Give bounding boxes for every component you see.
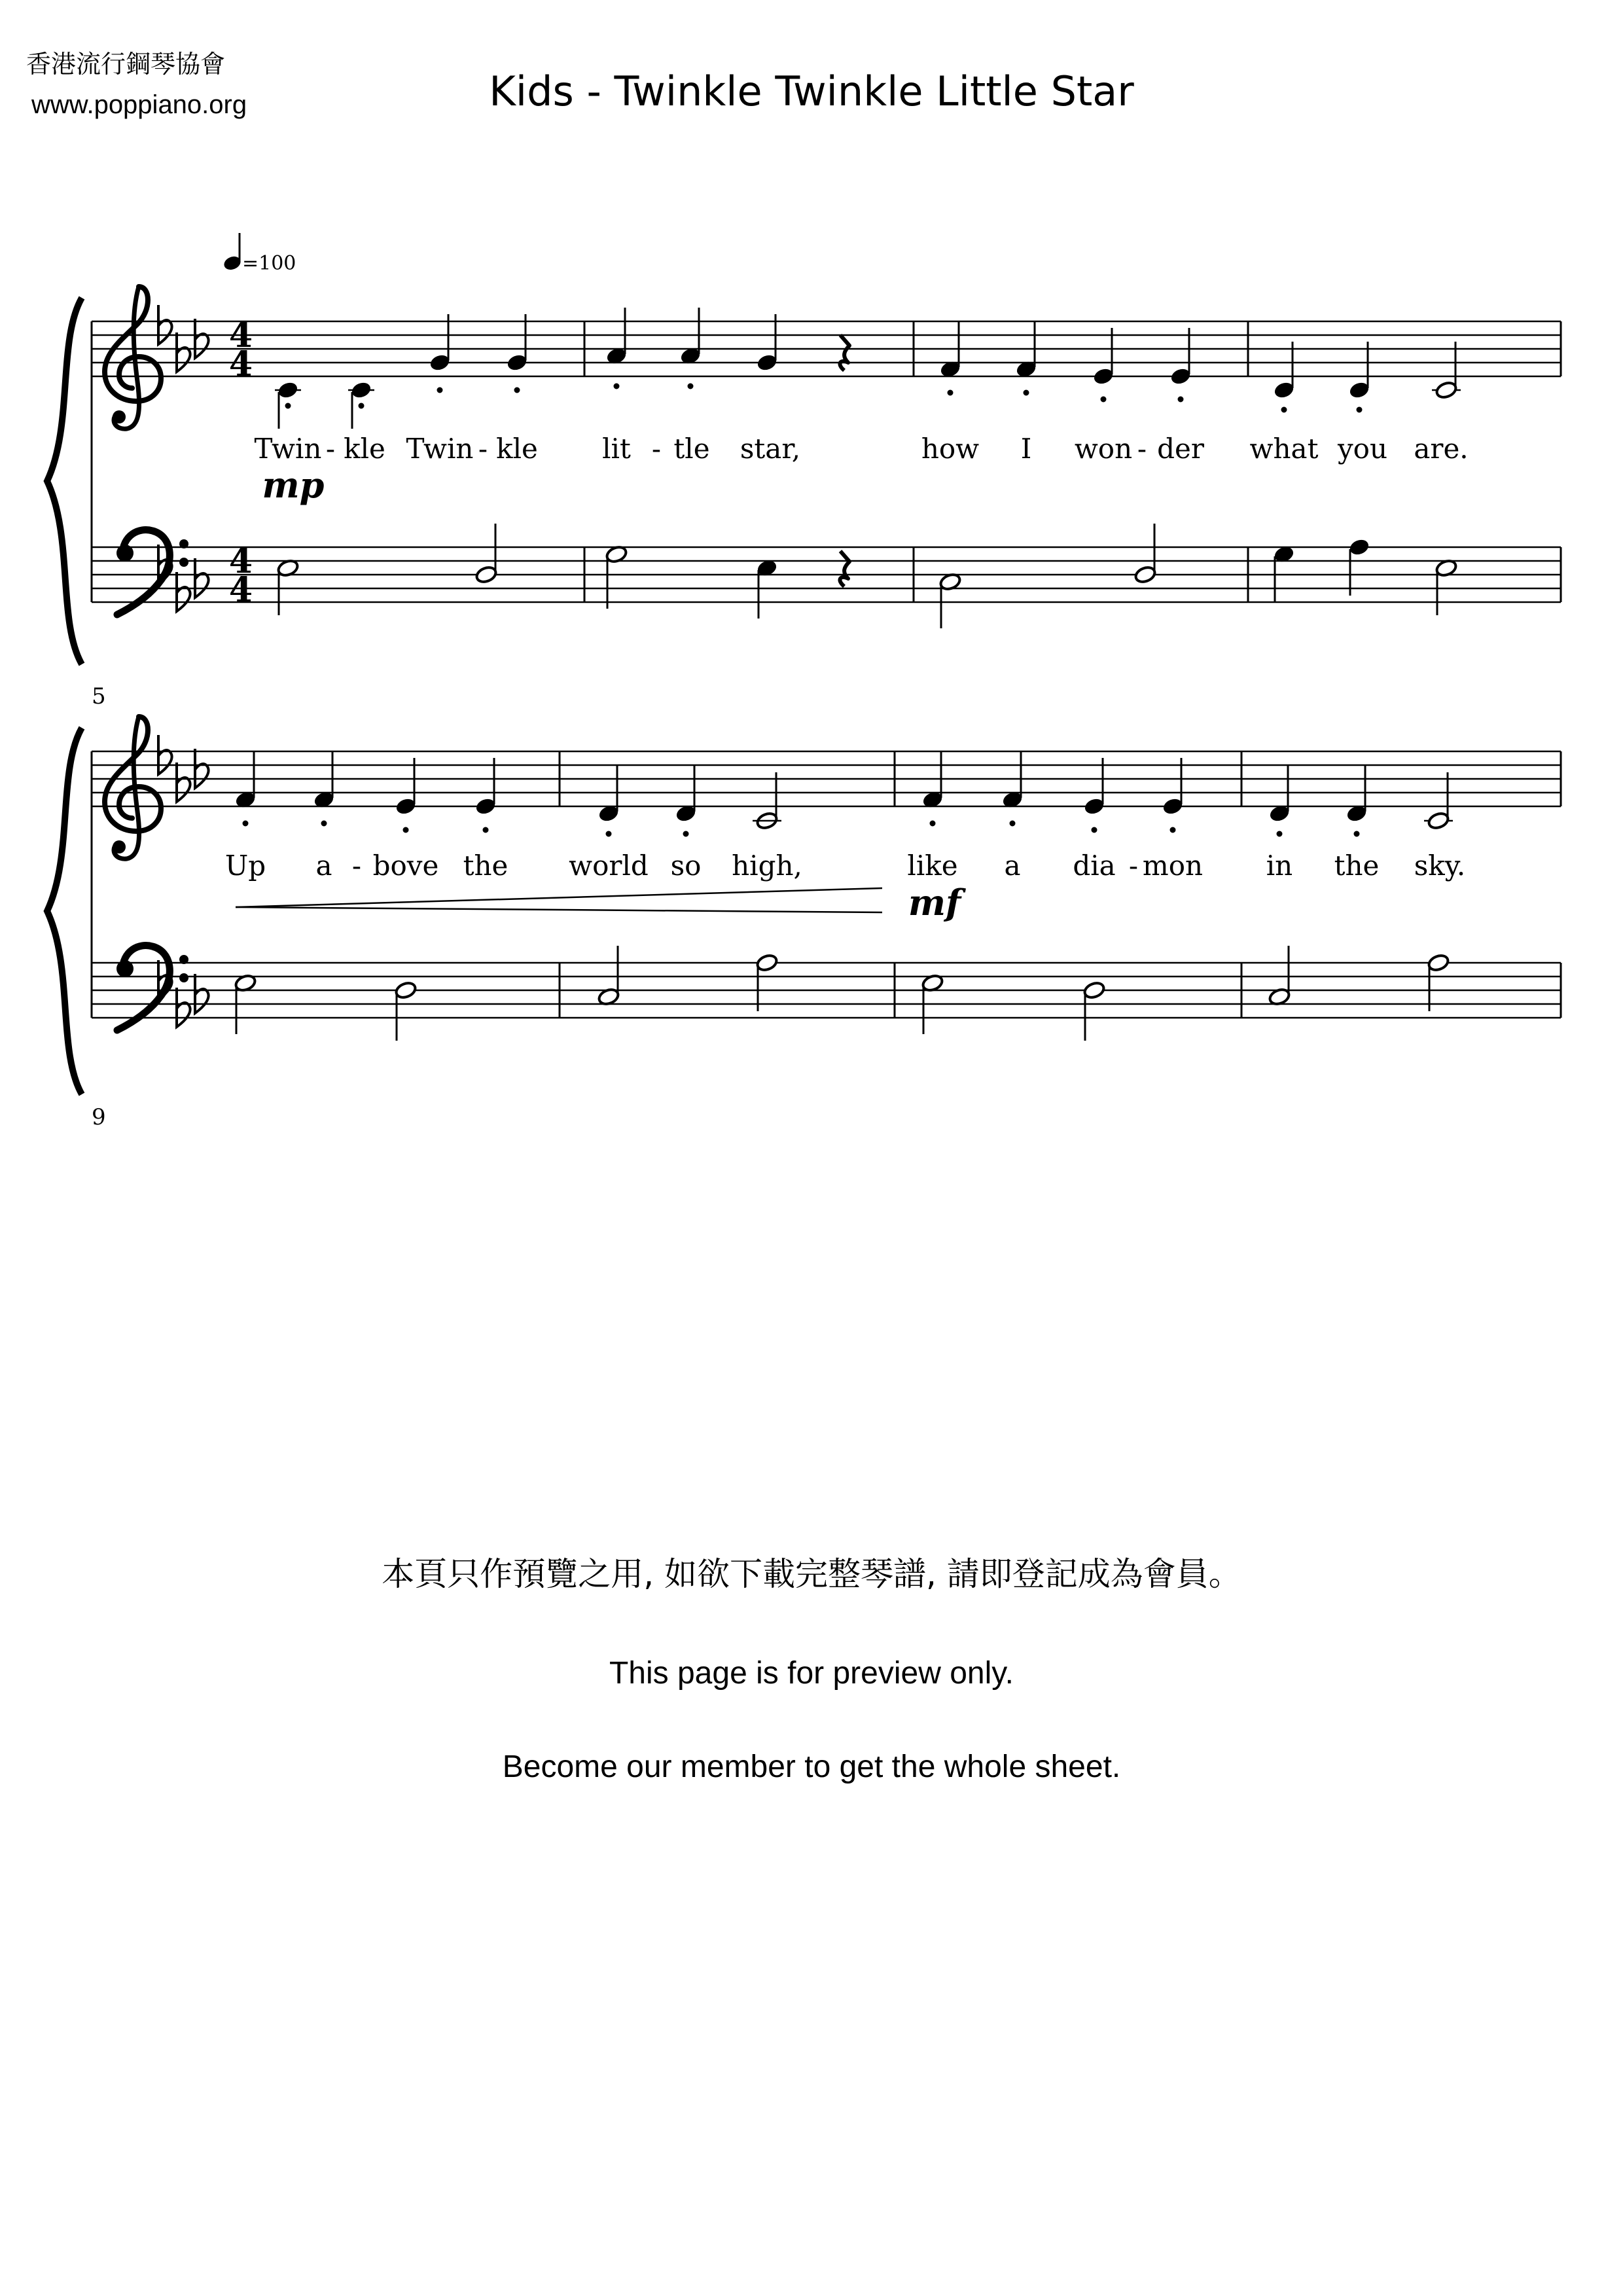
lyric: dia xyxy=(1073,850,1116,882)
lyric: Up xyxy=(224,850,266,882)
measure-number-9: 9 xyxy=(92,1104,106,1130)
lyric: sky. xyxy=(1414,850,1466,882)
svg-text:4: 4 xyxy=(228,570,253,610)
treble-staff xyxy=(92,751,1561,806)
lyric: Twin xyxy=(406,433,474,465)
lyrics-system-1 xyxy=(255,433,1469,465)
svg-text:4: 4 xyxy=(228,541,253,581)
lyric: you xyxy=(1337,433,1388,465)
lyric: der xyxy=(1157,433,1204,465)
lyric: tle xyxy=(673,433,710,465)
lyric: - xyxy=(351,850,362,882)
lyric: - xyxy=(1128,850,1139,882)
lyric: the xyxy=(463,850,508,882)
lyric: I xyxy=(1020,433,1032,465)
site-name: 香港流行鋼琴協會 xyxy=(26,50,226,79)
svg-text:4: 4 xyxy=(228,344,253,384)
lyric: lit xyxy=(602,433,631,465)
lyric: kle xyxy=(344,433,385,465)
preview-notice-line2: Become our member to get the whole sheet. xyxy=(502,1749,1121,1784)
bass-notes xyxy=(276,524,1457,628)
svg-text:4: 4 xyxy=(228,315,253,355)
lyric: - xyxy=(325,433,336,465)
barlines xyxy=(560,751,1561,1018)
system-2 xyxy=(47,683,1561,1094)
lyric: bove xyxy=(372,850,439,882)
dynamic-mp: mp xyxy=(262,464,325,506)
lyric: world xyxy=(569,850,649,882)
lyric: the xyxy=(1334,850,1380,882)
lyric: - xyxy=(478,433,488,465)
site-url[interactable]: www.poppiano.org xyxy=(31,90,247,119)
lyric: kle xyxy=(496,433,538,465)
lyric: - xyxy=(1137,433,1147,465)
lyric: so xyxy=(670,850,702,882)
lyric: won xyxy=(1074,433,1133,465)
treble-staff xyxy=(92,321,1561,376)
preview-notice-line1: This page is for preview only. xyxy=(609,1656,1014,1691)
lyric: how xyxy=(921,433,980,465)
treble-notes xyxy=(234,751,1453,836)
lyric: a xyxy=(1004,850,1021,882)
lyric: like xyxy=(907,850,958,882)
lyric: a xyxy=(315,850,332,882)
page-title: Kids - Twinkle Twinkle Little Star xyxy=(489,67,1134,115)
time-signature xyxy=(229,315,253,610)
lyric: mon xyxy=(1142,850,1204,882)
decrescendo-hairpin xyxy=(236,888,882,912)
preview-notice-chinese: 本頁只作預覽之用, 如欲下載完整琴譜, 請即登記成為會員。 xyxy=(382,1555,1241,1593)
treble-notes xyxy=(275,308,1461,429)
lyric: Twin xyxy=(254,433,322,465)
tempo-marking xyxy=(222,233,296,275)
lyric: star, xyxy=(740,433,801,465)
lyric: - xyxy=(651,433,662,465)
bass-staff xyxy=(92,547,1561,602)
lyric: in xyxy=(1266,850,1293,882)
lyric: what xyxy=(1249,433,1319,465)
dynamic-mf: mf xyxy=(908,882,961,924)
brace xyxy=(47,728,82,1094)
brace xyxy=(47,298,82,664)
treble-clef-icon xyxy=(105,287,161,429)
lyric: high, xyxy=(732,850,802,882)
lyrics-system-2 xyxy=(225,850,1465,882)
treble-clef-icon xyxy=(105,717,161,859)
tempo-text: =100 xyxy=(242,252,296,275)
bass-staff xyxy=(92,963,1561,1018)
measure-number: 5 xyxy=(92,683,106,709)
bass-notes xyxy=(234,946,1450,1041)
system-1 xyxy=(47,287,1561,664)
lyric: are. xyxy=(1414,433,1469,465)
